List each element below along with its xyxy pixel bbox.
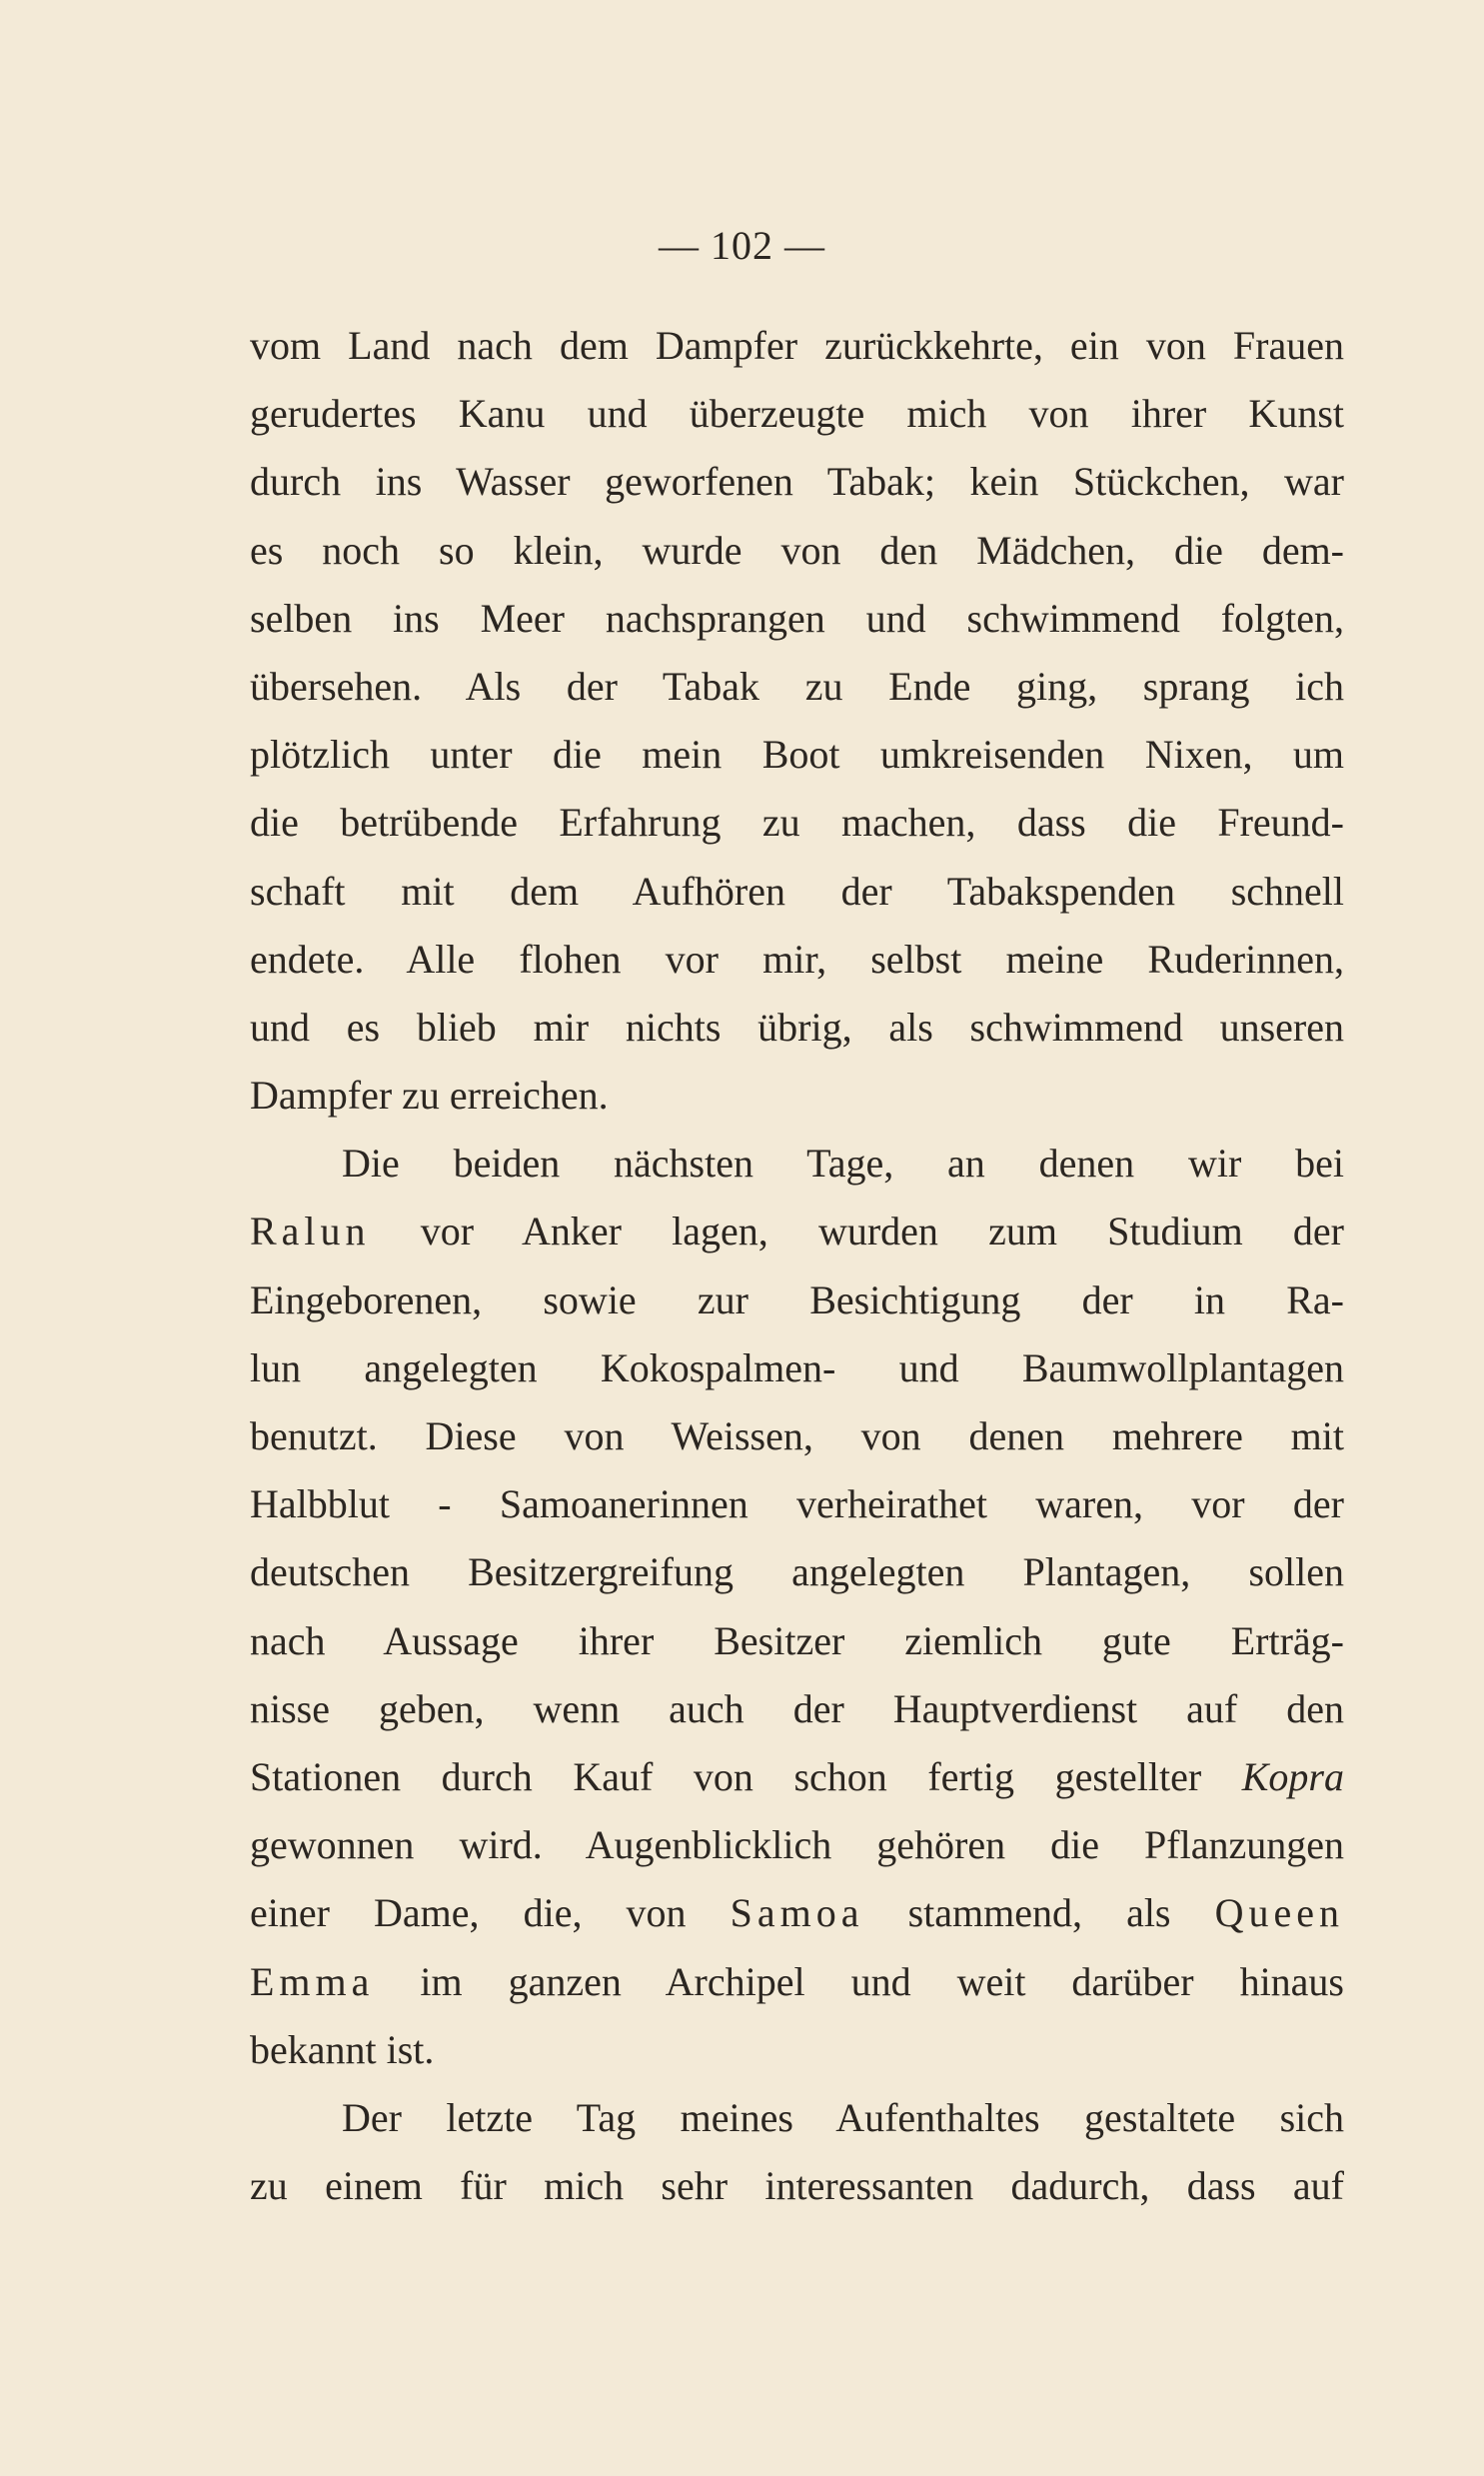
text-line: durch ins Wasser geworfenen Tabak; kein Stückchen, war — [250, 459, 1344, 505]
text-line: Eingeborenen, sowie zur Besichtigung der in Ra- — [250, 1276, 1344, 1322]
text-line: selben ins Meer nachsprangen und schwimmend folgten, — [250, 595, 1344, 641]
text-line: bekannt ist. — [250, 2026, 435, 2072]
page-number: — 102 — — [659, 223, 825, 268]
text-line — [250, 1743, 1344, 1811]
text-line: Halbblut - Samoanerinnen verheirathet waren, vor der — [250, 1481, 1344, 1527]
text-segment: stammend, als — [863, 1890, 1215, 1936]
spaced-name: Queen — [1214, 1890, 1344, 1936]
text-line: es noch so klein, wurde von den Mädchen, die dem- — [250, 527, 1344, 573]
text-line — [250, 1879, 1344, 1947]
text-line: benutzt. Diese von Weissen, von denen mehrere mit — [250, 1413, 1344, 1458]
text-line: Der letzte Tag meines Aufenthaltes gestaltete sich — [342, 2094, 1344, 2140]
italic-term: Kopra — [1241, 1753, 1344, 1799]
text-line — [250, 1948, 1344, 2016]
text-line: die betrübende Erfahrung zu machen, dass die Freund- — [250, 800, 1344, 846]
spaced-name: Ralun — [250, 1209, 371, 1254]
text-segment: einer Dame, die, von — [250, 1890, 731, 1936]
spaced-name: Samoa — [730, 1890, 864, 1936]
text-line: schaft mit dem Aufhören der Tabakspenden schnell — [250, 868, 1344, 914]
text-line: gewonnen wird. Augenblicklich gehören die Pflanzungen — [250, 1822, 1344, 1868]
text-line: nach Aussage ihrer Besitzer ziemlich gute Erträg- — [250, 1617, 1344, 1663]
spaced-name: Emma — [250, 1958, 375, 2004]
text-line: Dampfer zu erreichen. — [250, 1073, 609, 1119]
text-line: gerudertes Kanu und überzeugte mich von ihrer Kunst — [250, 391, 1344, 437]
text-line: übersehen. Als der Tabak zu Ende ging, sprang ich — [250, 663, 1344, 709]
text-line: endete. Alle flohen vor mir, selbst meine Ruderinnen, — [250, 936, 1344, 982]
body-text — [250, 312, 1344, 2220]
text-line: vom Land nach dem Dampfer zurückkehrte, ein von Frauen — [250, 323, 1344, 368]
text-line — [250, 1198, 1344, 1265]
text-segment: im ganzen Archipel und weit darüber hinaus — [374, 1958, 1344, 2004]
text-line: und es blieb mir nichts übrig, als schwimmend unseren — [250, 1004, 1344, 1050]
text-line: lun angelegten Kokospalmen- und Baumwollplantagen — [250, 1344, 1344, 1390]
text-line: plötzlich unter die mein Boot umkreisenden Nixen, um — [250, 732, 1344, 778]
text-line: zu einem für mich sehr interessanten dadurch, dass auf — [250, 2163, 1344, 2209]
text-line: deutschen Besitzergreifung angelegten Plantagen, sollen — [250, 1549, 1344, 1595]
text-segment: Stationen durch Kauf von schon fertig gestellter — [250, 1753, 1242, 1799]
text-segment: vor Anker lagen, wurden zum Studium der — [370, 1209, 1344, 1254]
text-line: nisse geben, wenn auch der Hauptverdienst auf den — [250, 1685, 1344, 1731]
text-line: Die beiden nächsten Tage, an denen wir bei — [342, 1141, 1344, 1187]
